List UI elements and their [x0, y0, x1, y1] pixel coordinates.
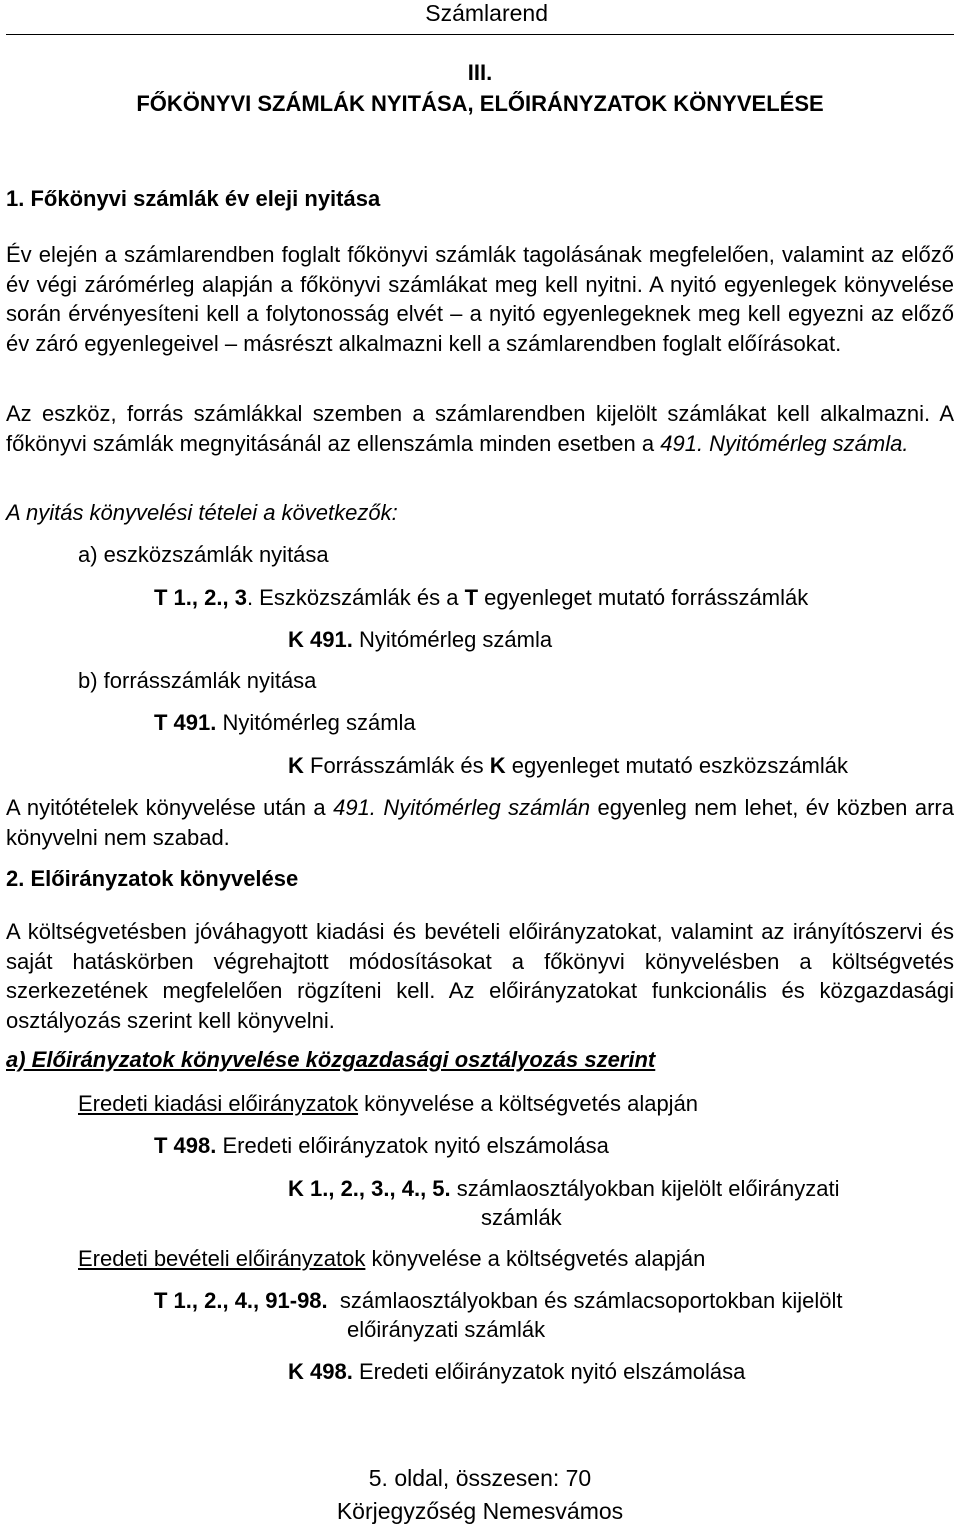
section-2-heading: 2. Előirányzatok könyvelése — [6, 866, 299, 891]
running-header: Számlarend — [425, 0, 548, 26]
footer-organization: Körjegyzőség Nemesvámos — [336, 1498, 624, 1524]
section-1-heading: 1. Főkönyvi számlák év eleji nyitása — [6, 186, 381, 211]
expenditure-credit-entry-cont: számlák — [481, 1205, 562, 1230]
revenue-debit-entry: T 1., 2., 4., 91-98. számlaosztályokban és számlacsoportokban kijelölt — [154, 1288, 843, 1313]
liability-debit-entry: T 491. Nyitómérleg számla — [154, 710, 416, 735]
revenue-appropriation-title: Eredeti bevételi előirányzatok könyvelése a költségvetés alapján — [78, 1246, 706, 1271]
chapter-number: III. — [467, 60, 493, 85]
section-1-paragraph-2: Az eszköz, forrás számlákkal szemben a számlarendben kijelölt számlákat kell alkalmazni. A főkönyvi számlák megnyitásánál az ellenszámla minden esetben a 491. Nyitómérleg számla. — [6, 401, 954, 456]
liability-credit-entry: K Forrásszámlák és K egyenleget mutató eszközszámlák — [288, 753, 849, 778]
expenditure-credit-entry: K 1., 2., 3., 4., 5. számlaosztályokban kijelölt előirányzati — [288, 1176, 840, 1201]
asset-opening-label: a) eszközszámlák nyitása — [78, 542, 329, 567]
section-1-paragraph-1: Év elején a számlarendben foglalt főkönyvi számlák tagolásának megfelelően, valamint az előző év végi zárómérleg alapján a főkönyvi számlákat meg kell nyitni. A nyitó egyenlegek könyvelése során érvényesíteni kell a folytonosság elvét – a nyitó egyenlegeknek meg kell egyezni az előző év záró egyenlegeivel – másrészt alkalmazni kell a számlarendben foglalt előírásokat. — [6, 242, 954, 356]
liability-opening-label: b) forrásszámlák nyitása — [78, 668, 317, 693]
expenditure-debit-entry: T 498. Eredeti előirányzatok nyitó elszámolása — [154, 1133, 609, 1158]
revenue-credit-entry: K 498. Eredeti előirányzatok nyitó elszámolása — [288, 1359, 746, 1384]
page-number: 5. oldal, összesen: 70 — [368, 1465, 592, 1491]
section-1-closing-paragraph: A nyitótételek könyvelése után a 491. Nyitómérleg számlán egyenleg nem lehet, év közben arra könyvelni nem szabad. — [6, 795, 954, 850]
asset-debit-entry: T 1., 2., 3. Eszközszámlák és a T egyenleget mutató forrásszámlák — [154, 585, 809, 610]
header-rule — [6, 34, 954, 35]
opening-balance-account-ref: 491. Nyitómérleg számla. — [660, 430, 909, 456]
revenue-debit-entry-cont: előirányzati számlák — [347, 1317, 546, 1342]
subsection-a-heading: a) Előirányzatok könyvelése közgazdasági osztályozás szerint — [6, 1047, 656, 1072]
asset-credit-entry: K 491. Nyitómérleg számla — [288, 627, 553, 652]
chapter-title: FŐKÖNYVI SZÁMLÁK NYITÁSA, ELŐIRÁNYZATOK KÖNYVELÉSE — [136, 91, 824, 116]
entries-intro: A nyitás könyvelési tételei a következők: — [6, 500, 398, 525]
section-2-paragraph-1: A költségvetésben jóváhagyott kiadási és bevételi előirányzatokat, valamint az irányítószervi és saját hatáskörben végrehajtott módosításokat a főkönyvi könyvelésben a költségvetés szerkezetének megfelelően rögzíteni kell. Az előirányzatokat funkcionális és közgazdasági osztályozás szerint kell könyvelni. — [6, 919, 954, 1033]
expenditure-appropriation-title: Eredeti kiadási előirányzatok könyvelése a költségvetés alapján — [78, 1091, 699, 1116]
